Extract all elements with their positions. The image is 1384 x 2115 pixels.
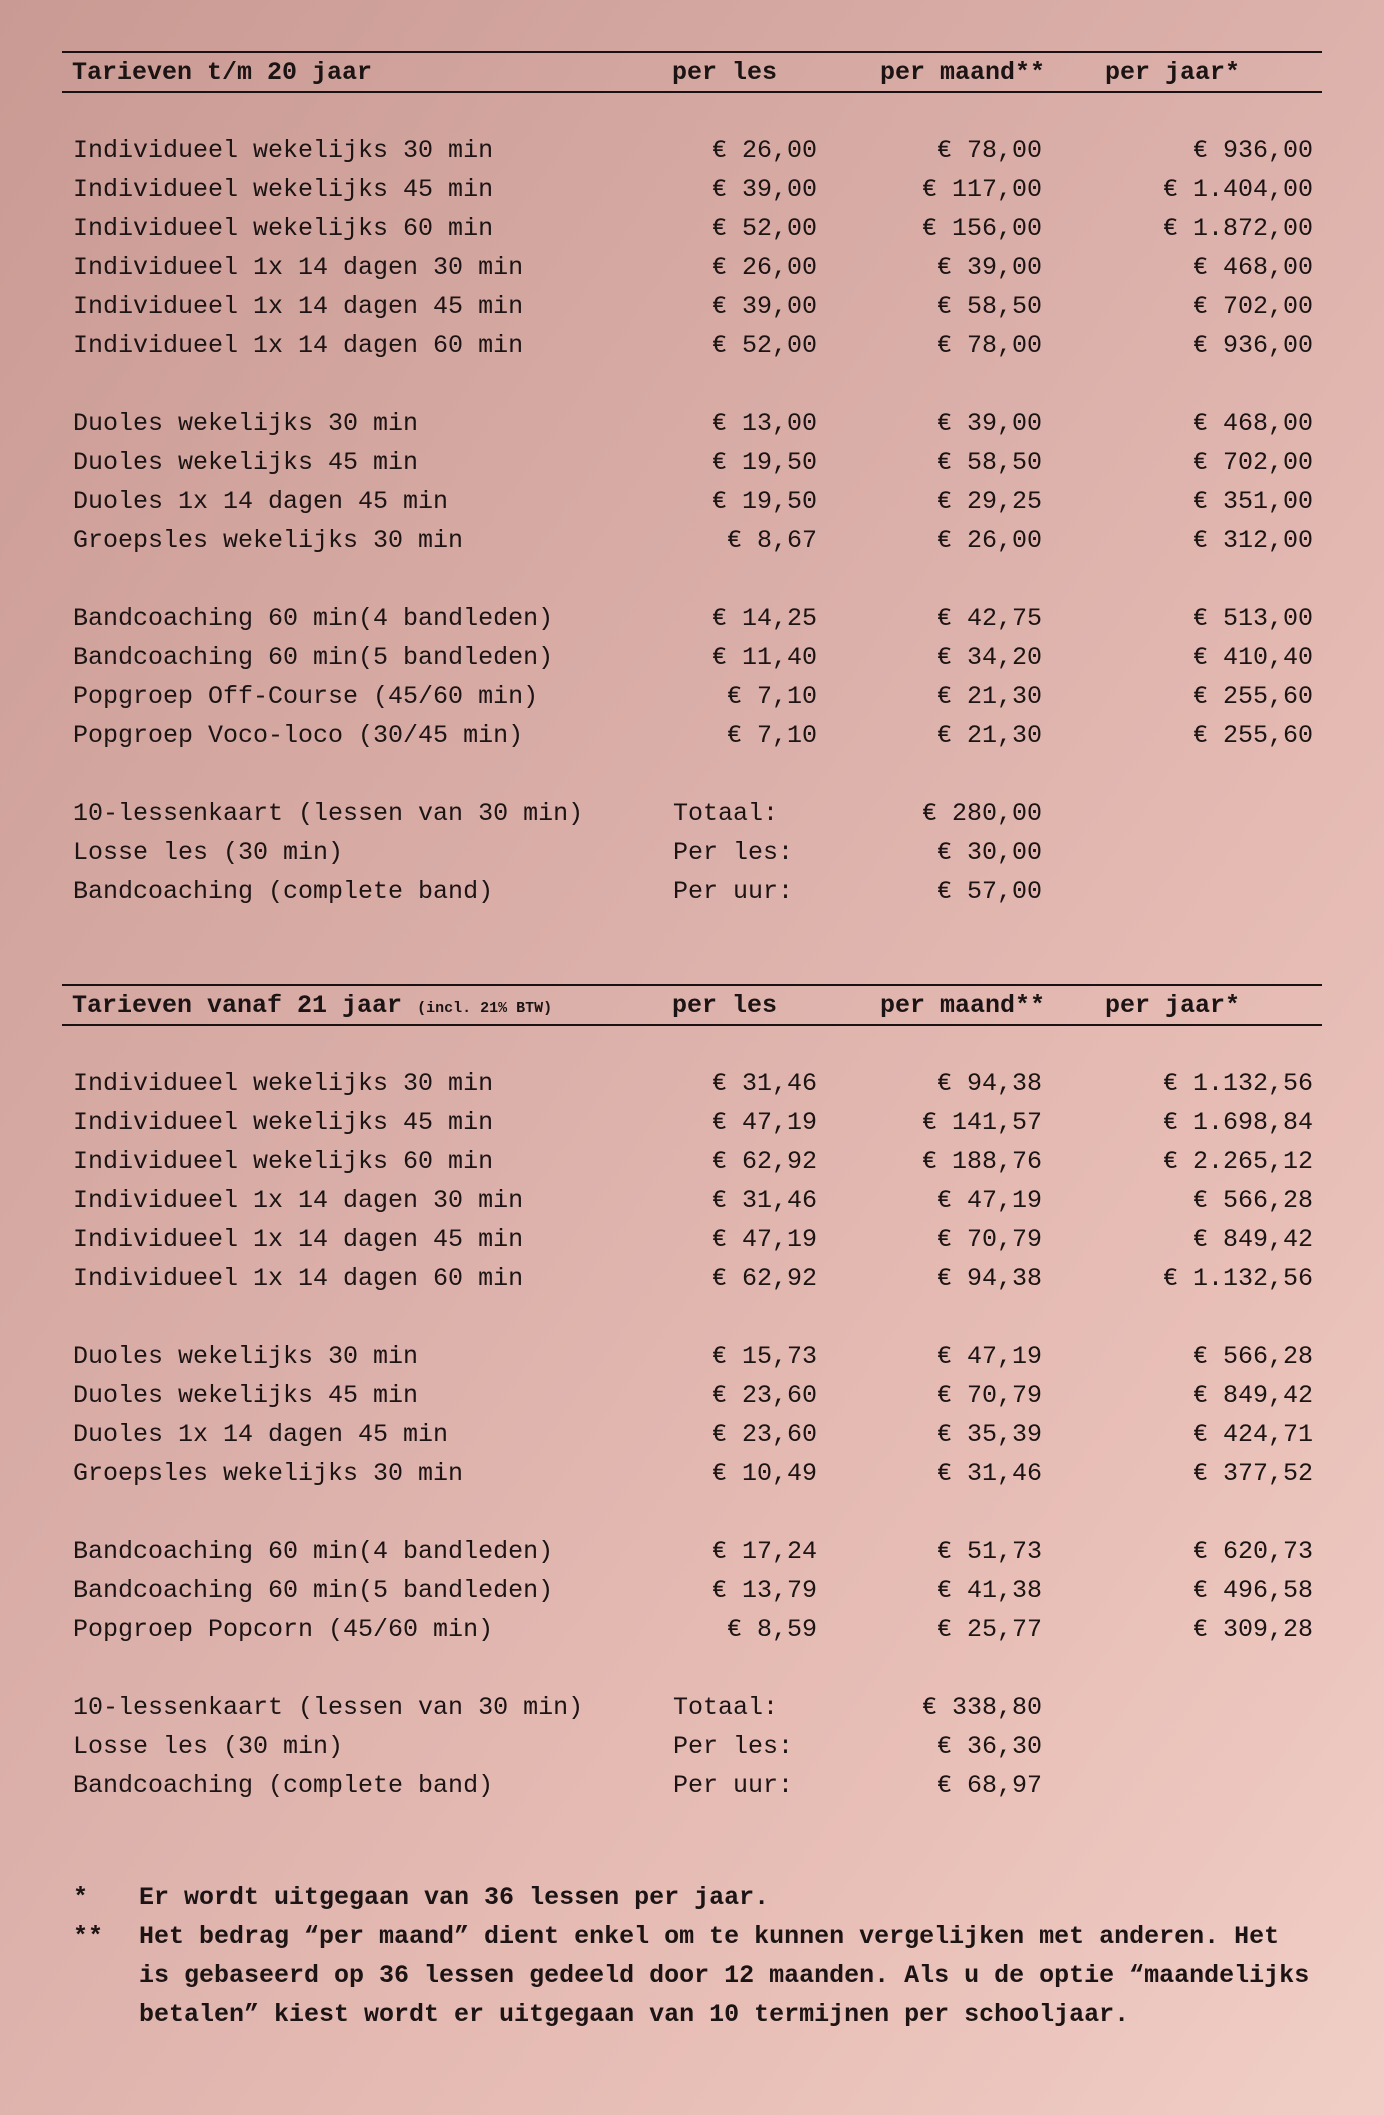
table-row	[0, 1225, 1384, 1264]
section2-col-per-jaar: per jaar*	[1105, 991, 1241, 1020]
price-per-les: € 52,00	[711, 331, 817, 360]
lesson-name: Individueel 1x 14 dagen 30 min	[73, 1186, 524, 1215]
price-per-jaar: € 936,00	[1192, 331, 1313, 360]
price-per-maand: € 94,38	[936, 1264, 1042, 1293]
lesson-name: Bandcoaching 60 min(4 bandleden)	[73, 604, 554, 633]
table-row	[0, 1186, 1384, 1225]
lesson-name: Individueel wekelijks 60 min	[73, 1147, 494, 1176]
price-per-jaar: € 702,00	[1192, 448, 1313, 477]
price-per-maand: € 25,77	[936, 1615, 1042, 1644]
price-per-les: € 52,00	[711, 214, 817, 243]
extra-row	[0, 838, 1384, 877]
price-per-les: € 8,67	[726, 526, 817, 555]
lesson-name: Duoles wekelijks 30 min	[73, 409, 419, 438]
price-per-jaar: € 255,60	[1192, 682, 1313, 711]
extra-row	[0, 1732, 1384, 1771]
price-per-les: € 39,00	[711, 292, 817, 321]
price-per-maand: € 58,50	[936, 448, 1042, 477]
price-per-jaar: € 702,00	[1192, 292, 1313, 321]
lesson-name: Bandcoaching 60 min(5 bandleden)	[73, 643, 554, 672]
price-per-maand: € 70,79	[936, 1225, 1042, 1254]
price-per-maand: € 47,19	[936, 1186, 1042, 1215]
price-per-les: € 31,46	[711, 1186, 817, 1215]
price-per-les: € 23,60	[711, 1420, 817, 1449]
price-per-maand: € 21,30	[936, 682, 1042, 711]
price-per-maand: € 39,00	[936, 409, 1042, 438]
price-per-les: € 39,00	[711, 175, 817, 204]
price-per-maand: € 58,50	[936, 292, 1042, 321]
price-per-les: € 14,25	[711, 604, 817, 633]
price-per-les: € 31,46	[711, 1069, 817, 1098]
price-per-jaar: € 1.132,56	[1162, 1069, 1313, 1098]
lesson-name: Individueel wekelijks 30 min	[73, 136, 494, 165]
extra-name: 10-lessenkaart (lessen van 30 min)	[73, 1693, 584, 1722]
table-row	[0, 1537, 1384, 1576]
lesson-name: Groepsles wekelijks 30 min	[73, 526, 464, 555]
table-row	[0, 1264, 1384, 1303]
price-per-les: € 23,60	[711, 1381, 817, 1410]
lesson-name: Individueel wekelijks 60 min	[73, 214, 494, 243]
section1-rows	[0, 136, 1384, 916]
table-row	[0, 253, 1384, 292]
extra-row	[0, 1771, 1384, 1810]
extra-label: Per les:	[673, 1732, 794, 1761]
table-row	[0, 643, 1384, 682]
table-row	[0, 721, 1384, 760]
lesson-name: Popgroep Popcorn (45/60 min)	[73, 1615, 494, 1644]
price-per-maand: € 156,00	[921, 214, 1042, 243]
table-row	[0, 409, 1384, 448]
extra-row	[0, 799, 1384, 838]
price-per-jaar: € 1.872,00	[1162, 214, 1313, 243]
section2-title: Tarieven vanaf 21 jaar (incl. 21% BTW)	[72, 991, 553, 1020]
lesson-name: Individueel 1x 14 dagen 60 min	[73, 331, 524, 360]
section1-col-per-maand: per maand**	[880, 58, 1046, 87]
price-per-les: € 26,00	[711, 136, 817, 165]
footnote-text: Er wordt uitgegaan van 36 lessen per jaar.	[139, 1883, 770, 1912]
price-per-jaar: € 255,60	[1192, 721, 1313, 750]
price-per-jaar: € 468,00	[1192, 253, 1313, 282]
lesson-name: Popgroep Off-Course (45/60 min)	[73, 682, 539, 711]
lesson-name: Popgroep Voco-loco (30/45 min)	[73, 721, 524, 750]
table-row	[0, 682, 1384, 721]
extra-name: Bandcoaching (complete band)	[73, 1771, 494, 1800]
extra-row	[0, 1693, 1384, 1732]
price-per-les: € 19,50	[711, 487, 817, 516]
table-row	[0, 1342, 1384, 1381]
lesson-name: Duoles 1x 14 dagen 45 min	[73, 487, 449, 516]
price-per-les: € 13,79	[711, 1576, 817, 1605]
section1-header	[62, 51, 1322, 93]
price-per-les: € 13,00	[711, 409, 817, 438]
extra-amount: € 280,00	[921, 799, 1042, 828]
extra-label: Per uur:	[673, 1771, 794, 1800]
price-per-maand: € 21,30	[936, 721, 1042, 750]
price-per-maand: € 117,00	[921, 175, 1042, 204]
lesson-name: Duoles 1x 14 dagen 45 min	[73, 1420, 449, 1449]
price-per-les: € 47,19	[711, 1108, 817, 1137]
price-per-les: € 26,00	[711, 253, 817, 282]
extra-label: Totaal:	[673, 799, 779, 828]
price-per-jaar: € 620,73	[1192, 1537, 1313, 1566]
table-row	[0, 1615, 1384, 1654]
price-per-maand: € 41,38	[936, 1576, 1042, 1605]
section1-col-per-les: per les	[672, 58, 778, 87]
table-row	[0, 214, 1384, 253]
lesson-name: Individueel wekelijks 45 min	[73, 175, 494, 204]
price-per-jaar: € 410,40	[1192, 643, 1313, 672]
extra-name: Losse les (30 min)	[73, 838, 344, 867]
price-per-maand: € 141,57	[921, 1108, 1042, 1137]
price-per-jaar: € 312,00	[1192, 526, 1313, 555]
table-row	[0, 448, 1384, 487]
section2-header	[62, 984, 1322, 1026]
table-row	[0, 175, 1384, 214]
lesson-name: Duoles wekelijks 45 min	[73, 448, 419, 477]
price-per-jaar: € 936,00	[1192, 136, 1313, 165]
table-row	[0, 1147, 1384, 1186]
price-per-jaar: € 496,58	[1192, 1576, 1313, 1605]
extra-label: Totaal:	[673, 1693, 779, 1722]
price-per-jaar: € 1.698,84	[1162, 1108, 1313, 1137]
extra-label: Per uur:	[673, 877, 794, 906]
price-per-jaar: € 377,52	[1192, 1459, 1313, 1488]
section2-col-per-maand: per maand**	[880, 991, 1046, 1020]
section1-title: Tarieven t/m 20 jaar	[72, 58, 373, 87]
price-per-jaar: € 849,42	[1192, 1225, 1313, 1254]
price-per-jaar: € 849,42	[1192, 1381, 1313, 1410]
extra-amount: € 338,80	[921, 1693, 1042, 1722]
footnote-text: Het bedrag “per maand” dient enkel om te kunnen vergelijken met anderen. Het is gebaseerd op 36 lessen gedeeld door 12 maanden. Als u de optie “maandelijks betalen” kiest wordt er uitgegaan van 10 termijnen per schooljaar.	[139, 1922, 1310, 2029]
price-per-maand: € 47,19	[936, 1342, 1042, 1371]
price-per-les: € 8,59	[726, 1615, 817, 1644]
price-per-maand: € 51,73	[936, 1537, 1042, 1566]
price-per-les: € 62,92	[711, 1264, 817, 1293]
price-per-maand: € 70,79	[936, 1381, 1042, 1410]
table-row	[0, 331, 1384, 370]
section2-rows	[0, 1069, 1384, 1810]
price-per-maand: € 42,75	[936, 604, 1042, 633]
lesson-name: Individueel 1x 14 dagen 30 min	[73, 253, 524, 282]
table-row	[0, 292, 1384, 331]
lesson-name: Individueel 1x 14 dagen 45 min	[73, 292, 524, 321]
lesson-name: Individueel wekelijks 45 min	[73, 1108, 494, 1137]
price-per-les: € 11,40	[711, 643, 817, 672]
lesson-name: Individueel 1x 14 dagen 60 min	[73, 1264, 524, 1293]
price-per-jaar: € 2.265,12	[1162, 1147, 1313, 1176]
lesson-name: Duoles wekelijks 45 min	[73, 1381, 419, 1410]
price-per-jaar: € 424,71	[1192, 1420, 1313, 1449]
table-row	[0, 1381, 1384, 1420]
table-row	[0, 136, 1384, 175]
lesson-name: Duoles wekelijks 30 min	[73, 1342, 419, 1371]
table-row	[0, 1108, 1384, 1147]
price-per-jaar: € 1.404,00	[1162, 175, 1313, 204]
price-per-les: € 7,10	[726, 721, 817, 750]
table-row	[0, 1459, 1384, 1498]
extra-name: Bandcoaching (complete band)	[73, 877, 494, 906]
footnotes	[73, 1878, 1313, 2034]
extra-row	[0, 877, 1384, 916]
footnote-mark: *	[73, 1883, 89, 1912]
price-per-les: € 15,73	[711, 1342, 817, 1371]
price-per-jaar: € 1.132,56	[1162, 1264, 1313, 1293]
extra-name: 10-lessenkaart (lessen van 30 min)	[73, 799, 584, 828]
extra-name: Losse les (30 min)	[73, 1732, 344, 1761]
price-per-maand: € 26,00	[936, 526, 1042, 555]
price-per-maand: € 34,20	[936, 643, 1042, 672]
price-per-jaar: € 566,28	[1192, 1186, 1313, 1215]
price-per-les: € 19,50	[711, 448, 817, 477]
price-per-jaar: € 309,28	[1192, 1615, 1313, 1644]
extra-label: Per les:	[673, 838, 794, 867]
extra-amount: € 30,00	[936, 838, 1042, 867]
lesson-name: Bandcoaching 60 min(4 bandleden)	[73, 1537, 554, 1566]
price-per-jaar: € 513,00	[1192, 604, 1313, 633]
price-per-maand: € 39,00	[936, 253, 1042, 282]
price-per-maand: € 78,00	[936, 136, 1042, 165]
price-per-les: € 17,24	[711, 1537, 817, 1566]
lesson-name: Individueel 1x 14 dagen 45 min	[73, 1225, 524, 1254]
extra-amount: € 57,00	[936, 877, 1042, 906]
lesson-name: Individueel wekelijks 30 min	[73, 1069, 494, 1098]
price-per-maand: € 35,39	[936, 1420, 1042, 1449]
price-per-les: € 7,10	[726, 682, 817, 711]
extra-amount: € 68,97	[936, 1771, 1042, 1800]
table-row	[0, 1420, 1384, 1459]
price-per-jaar: € 351,00	[1192, 487, 1313, 516]
footnote	[73, 1917, 1313, 2034]
price-per-maand: € 29,25	[936, 487, 1042, 516]
price-per-jaar: € 566,28	[1192, 1342, 1313, 1371]
table-row	[0, 1576, 1384, 1615]
price-per-maand: € 31,46	[936, 1459, 1042, 1488]
table-row	[0, 604, 1384, 643]
extra-amount: € 36,30	[936, 1732, 1042, 1761]
price-per-les: € 62,92	[711, 1147, 817, 1176]
lesson-name: Groepsles wekelijks 30 min	[73, 1459, 464, 1488]
price-per-les: € 10,49	[711, 1459, 817, 1488]
footnote	[73, 1878, 1313, 1917]
section2-col-per-les: per les	[672, 991, 778, 1020]
section1-col-per-jaar: per jaar*	[1105, 58, 1241, 87]
footnote-mark: **	[73, 1922, 104, 1951]
table-row	[0, 526, 1384, 565]
price-per-les: € 47,19	[711, 1225, 817, 1254]
price-per-jaar: € 468,00	[1192, 409, 1313, 438]
table-row	[0, 487, 1384, 526]
price-per-maand: € 94,38	[936, 1069, 1042, 1098]
table-row	[0, 1069, 1384, 1108]
lesson-name: Bandcoaching 60 min(5 bandleden)	[73, 1576, 554, 1605]
price-per-maand: € 188,76	[921, 1147, 1042, 1176]
price-per-maand: € 78,00	[936, 331, 1042, 360]
